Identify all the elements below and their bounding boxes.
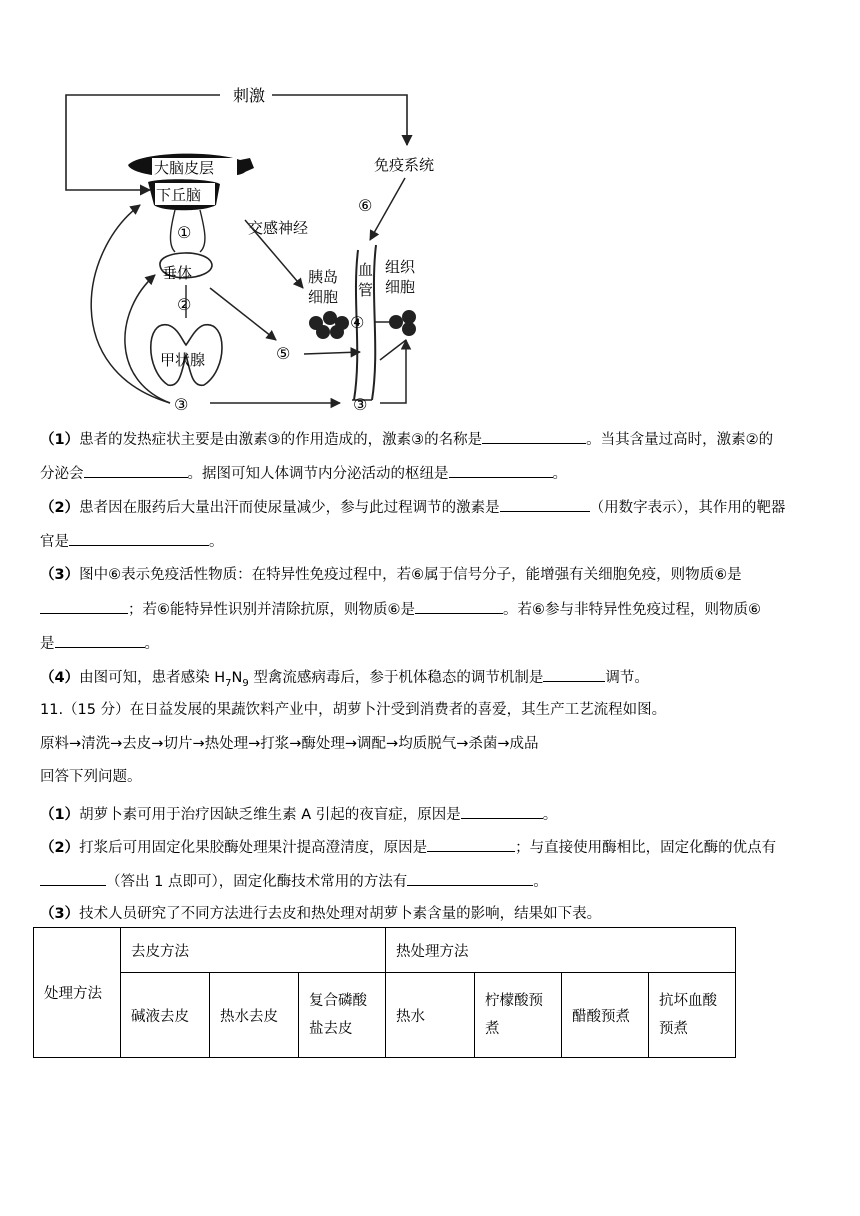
- q11-p3: （3）技术人员研究了不同方法进行去皮和热处理对胡萝卜素含量的影响，结果如下表。: [40, 906, 602, 922]
- tissue-cells: [389, 310, 416, 336]
- blank[interactable]: [84, 462, 188, 478]
- blank[interactable]: [40, 598, 128, 614]
- label-cortex: 大脑皮层: [154, 159, 215, 177]
- q1-line2: 分泌会 。据图可知人体调节内分泌活动的枢纽是 。: [40, 462, 567, 484]
- num-6: ⑥: [358, 196, 373, 215]
- col-citric: 柠檬酸预 煮: [475, 973, 562, 1058]
- q11-head: 11.（15 分）在日益发展的果蔬饮料产业中，胡萝卜汁受到消费者的喜爱，其生产工艺流程如图。: [40, 702, 667, 718]
- blank[interactable]: [40, 870, 106, 886]
- label-tissue: 组织细胞: [385, 258, 416, 296]
- q2-line2: 官是 。: [40, 530, 224, 552]
- label-thyroid: 甲状腺: [160, 351, 206, 369]
- q3-line2: ；若⑥能特异性识别并清除抗原，则物质⑥是 。若⑥参与非特异性免疫过程，则物质⑥: [40, 598, 761, 620]
- q4-line1: （4）由图可知，患者感染 $H_7N_9$ 型禽流感病毒后，参于机体稳态的调节机制是 调节。: [40, 666, 649, 694]
- num-3-right: ③: [353, 395, 368, 414]
- blank[interactable]: [461, 803, 543, 819]
- col-acetic: 醋酸预煮: [562, 973, 649, 1058]
- col-phosphate: 复合磷酸 盐去皮: [299, 973, 386, 1058]
- num-5: ⑤: [276, 344, 291, 363]
- blank[interactable]: [407, 870, 533, 886]
- label-stimulus: 刺激: [233, 86, 266, 105]
- blank[interactable]: [500, 496, 590, 512]
- blank[interactable]: [482, 428, 586, 444]
- islet-cells: [309, 311, 349, 339]
- blank[interactable]: [543, 666, 605, 682]
- group-heat: 热处理方法: [386, 928, 736, 973]
- label-pituitary: 垂体: [162, 264, 193, 282]
- q3-line1: （3）图中⑥表示免疫活性物质：在特异性免疫过程中，若⑥属于信号分子，能增强有关细胞免疫，则物质⑥是: [40, 567, 742, 583]
- blank[interactable]: [415, 598, 503, 614]
- label-sympathetic: 交感神经: [248, 219, 309, 237]
- row-header: 处理方法: [34, 928, 121, 1058]
- col-hotwater-peel: 热水去皮: [210, 973, 299, 1058]
- blank[interactable]: [69, 530, 209, 546]
- q2-line1: （2）患者因在服药后大量出汗而使尿量减少，参与此过程调节的激素是 （用数字表示），其作用的靶器: [40, 496, 785, 518]
- q1-line1: （1）患者的发热症状主要是由激素③的作用造成的，激素③的名称是 。当其含量过高时，激素②的: [40, 428, 773, 450]
- label-islet: 胰岛细胞: [308, 268, 339, 306]
- q11-p1: （1）胡萝卜素可用于治疗因缺乏维生素 A 引起的夜盲症，原因是 。: [40, 803, 557, 825]
- hormone-regulation-diagram: [40, 70, 500, 420]
- q11-p2-line1: （2）打浆后可用固定化果胶酶处理果汁提高澄清度，原因是 ；与直接使用酶相比，固定化酶的优点有: [40, 836, 776, 858]
- blank[interactable]: [55, 632, 145, 648]
- col-alkali: 碱液去皮: [121, 973, 210, 1058]
- group-peeling: 去皮方法: [121, 928, 386, 973]
- num-1: ①: [177, 223, 192, 242]
- num-3-left: ③: [174, 395, 189, 414]
- treatment-table: [33, 927, 736, 1058]
- label-immune: 免疫系统: [374, 156, 435, 174]
- blank[interactable]: [427, 836, 515, 852]
- q11-prompt: 回答下列问题。: [40, 769, 142, 785]
- q3-line3: 是 。: [40, 632, 159, 654]
- label-vessel: 血管: [358, 261, 374, 299]
- num-2: ②: [177, 295, 192, 314]
- col-hotwater: 热水: [386, 973, 475, 1058]
- num-4: ④: [350, 313, 365, 332]
- col-ascorbic: 抗坏血酸 预煮: [649, 973, 736, 1058]
- label-hypothalamus: 下丘脑: [156, 186, 202, 204]
- blank[interactable]: [449, 462, 553, 478]
- q11-flow: 原料→清洗→去皮→切片→热处理→打浆→酶处理→调配→均质脱气→杀菌→成品: [40, 736, 539, 752]
- q11-p2-line2: （答出 1 点即可），固定化酶技术常用的方法有 。: [40, 870, 548, 892]
